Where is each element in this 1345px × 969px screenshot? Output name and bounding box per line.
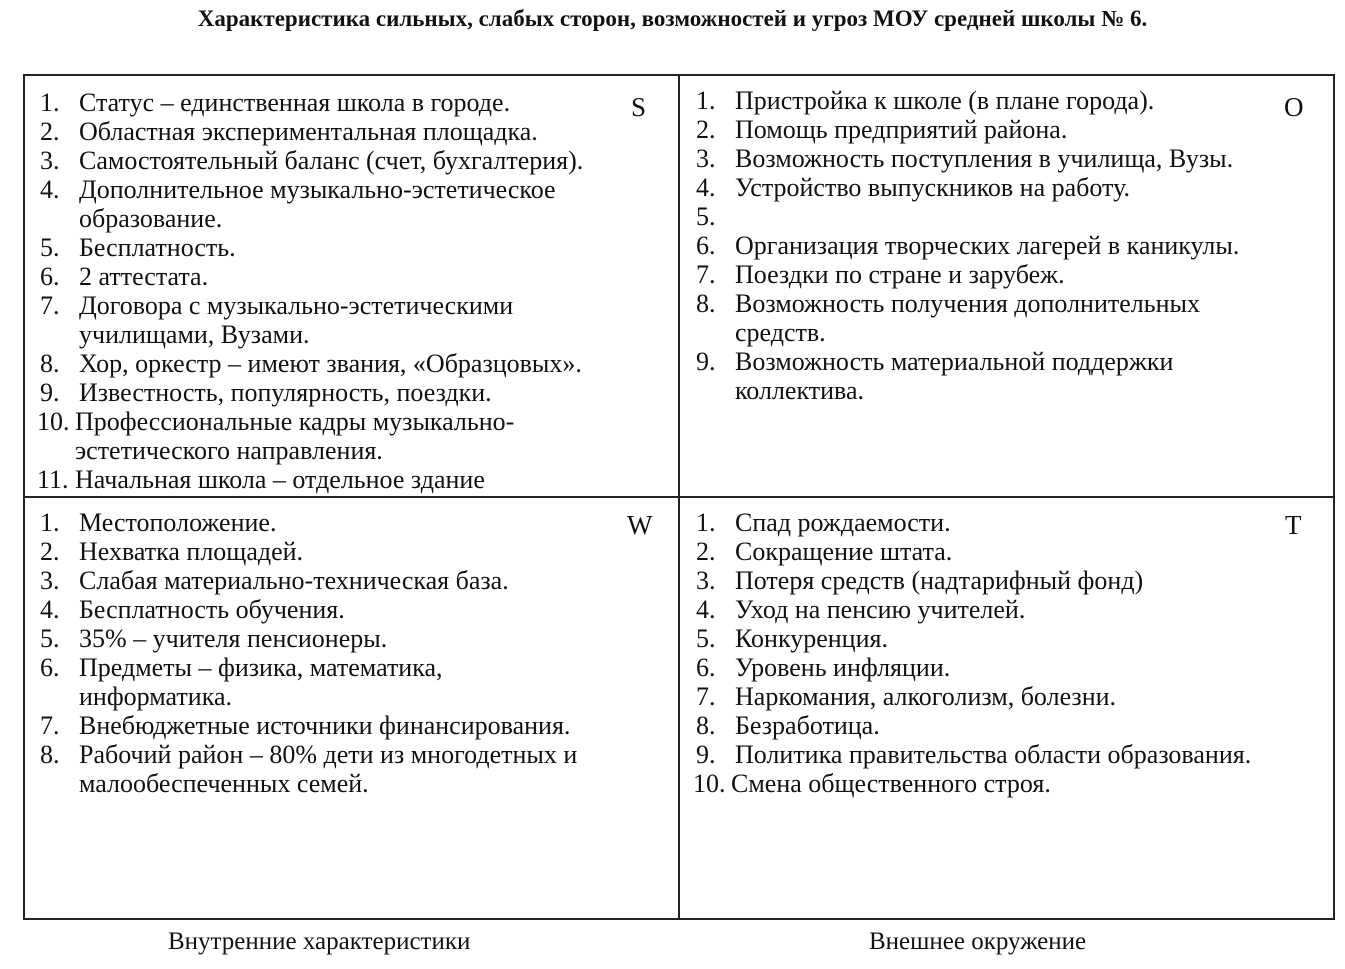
list-item [693,624,1331,653]
list-item-number: 1. [40,508,60,537]
list-item-text: Предметы – физика, математика, [79,653,443,682]
list-item-number: 9. [696,347,716,376]
list-item-text: Возможность материальной поддержки [735,347,1174,376]
list-item-text: Возможность поступления в училища, Вузы. [735,144,1234,173]
list-item-number: 5. [40,233,60,262]
footer-external-label: Внешнее окружение [869,928,1087,955]
list-item-number: 4. [696,173,716,202]
list-item [37,378,675,407]
list-item-text: Самостоятельный баланс (счет, бухгалтерия). [79,146,584,175]
table-divider-horizontal [25,496,1333,498]
list-item [693,289,1331,347]
list-item [693,537,1331,566]
list-item [693,653,1331,682]
list-item-number: 6. [40,653,60,682]
list-item-text: Конкуренция. [735,624,888,653]
threats-list [693,508,1331,798]
list-item-text: Внебюджетные источники финансирования. [79,711,571,740]
list-item-number: 10. [37,407,70,436]
list-item-text: Смена общественного строя. [731,769,1051,798]
list-item [693,682,1331,711]
list-item-number: 5. [696,202,716,231]
list-item-text: Слабая материально-техническая база. [79,566,509,595]
weaknesses-letter: W [627,510,653,540]
list-item-text: Начальная школа – отдельное здание [75,465,485,494]
list-item [37,711,675,740]
list-item [37,233,675,262]
list-item-text: коллектива. [735,376,864,405]
strengths-cell [37,88,675,494]
list-item-number: 3. [40,566,60,595]
list-item-number: 7. [696,260,716,289]
list-item-text: Рабочий район – 80% дети из многодетных и [79,740,578,769]
list-item-number: 3. [40,146,60,175]
list-item-text: Уход на пенсию учителей. [735,595,1026,624]
list-item-text: Хор, оркестр – имеют звания, «Образцовых». [79,349,582,378]
list-item [37,465,675,494]
weaknesses-cell [37,508,675,798]
list-item-text: 2 аттестата. [79,262,209,291]
list-item [693,595,1331,624]
list-item-text: Спад рождаемости. [735,508,951,537]
list-item-number: 1. [40,88,60,117]
list-item [693,86,1331,115]
list-item-number: 8. [696,289,716,318]
list-item [37,407,675,465]
list-item-text: Помощь предприятий района. [735,115,1068,144]
list-item-text: малообеспеченных семей. [79,769,369,798]
list-item [693,115,1331,144]
list-item-text: Бесплатность обучения. [79,595,345,624]
list-item [693,260,1331,289]
list-item [37,117,675,146]
list-item-number: 6. [40,262,60,291]
list-item [37,537,675,566]
list-item-text: Местоположение. [79,508,277,537]
list-item-text: Политика правительства области образования. [735,740,1252,769]
list-item-text: Договора с музыкально-эстетическими [79,291,514,320]
list-item [37,595,675,624]
list-item-text: средств. [735,318,826,347]
list-item-text: Профессиональные кадры музыкально- [75,407,515,436]
list-item [37,624,675,653]
list-item-number: 2. [696,115,716,144]
list-item-text: Пристройка к школе (в плане города). [735,86,1155,115]
list-item-number: 7. [40,711,60,740]
list-item-text: информатика. [79,682,232,711]
list-item-number: 8. [40,349,60,378]
list-item-number: 2. [40,537,60,566]
list-item-number: 9. [40,378,60,407]
threats-cell [693,508,1331,798]
list-item [693,740,1331,769]
list-item-text: Статус – единственная школа в городе. [79,88,511,117]
list-item [37,262,675,291]
list-item-text: училищами, Вузами. [79,320,310,349]
list-item [37,175,675,233]
list-item [37,508,675,537]
list-item-number: 7. [40,291,60,320]
list-item [693,202,1331,231]
list-item-number: 2. [696,537,716,566]
list-item-text [735,202,1331,231]
list-item-number: 1. [696,508,716,537]
list-item-number: 11. [37,465,69,494]
list-item [693,173,1331,202]
threats-letter: T [1285,510,1302,540]
list-item [37,291,675,349]
swot-table [23,74,1335,920]
list-item-text: эстетического направления. [75,436,383,465]
list-item [693,347,1331,405]
list-item-number: 7. [696,682,716,711]
list-item [693,508,1331,537]
list-item-text: 35% – учителя пенсионеры. [79,624,388,653]
list-item-text: Организация творческих лагерей в каникулы. [735,231,1240,260]
list-item-text: Сокращение штата. [735,537,953,566]
list-item-text: Потеря средств (надтарифный фонд) [735,566,1144,595]
list-item-text: Уровень инфляции. [735,653,951,682]
list-item [693,144,1331,173]
list-item-text: Бесплатность. [79,233,236,262]
opportunities-list [693,86,1331,405]
list-item-number: 6. [696,231,716,260]
list-item-number: 1. [696,86,716,115]
list-item [37,740,675,798]
list-item-number: 4. [40,175,60,204]
list-item [37,566,675,595]
opportunities-cell [693,86,1331,405]
list-item-number: 3. [696,144,716,173]
strengths-letter: S [631,92,647,122]
opportunities-letter: O [1284,92,1304,122]
list-item-text: Нехватка площадей. [79,537,304,566]
strengths-list [37,88,675,494]
page-title: Характеристика сильных, слабых сторон, возможностей и угроз МОУ средней школы № 6. [197,6,1148,31]
list-item-number: 8. [696,711,716,740]
list-item-text: Наркомания, алкоголизм, болезни. [735,682,1117,711]
list-item-text: Безработица. [735,711,880,740]
footer-internal-label: Внутренние характеристики [168,928,471,955]
weaknesses-list [37,508,675,798]
list-item-number: 5. [696,624,716,653]
list-item-text: Дополнительное музыкально-эстетическое [79,175,556,204]
list-item-text: Известность, популярность, поездки. [79,378,492,407]
list-item [37,88,675,117]
list-item [693,769,1331,798]
list-item-number: 5. [40,624,60,653]
list-item-number: 4. [40,595,60,624]
list-item-number: 6. [696,653,716,682]
list-item-number: 4. [696,595,716,624]
list-item [693,711,1331,740]
list-item-number: 8. [40,740,60,769]
list-item-number: 9. [696,740,716,769]
list-item-number: 10. [693,769,726,798]
list-item-text: образование. [79,204,223,233]
list-item-text: Устройство выпускников на работу. [735,173,1130,202]
list-item [693,231,1331,260]
list-item-number: 3. [696,566,716,595]
list-item [37,653,675,711]
list-item-text: Областная экспериментальная площадка. [79,117,538,146]
list-item [693,566,1331,595]
list-item-text: Возможность получения дополнительных [735,289,1201,318]
list-item-number: 2. [40,117,60,146]
list-item [37,349,675,378]
list-item [37,146,675,175]
list-item-text: Поездки по стране и зарубеж. [735,260,1065,289]
